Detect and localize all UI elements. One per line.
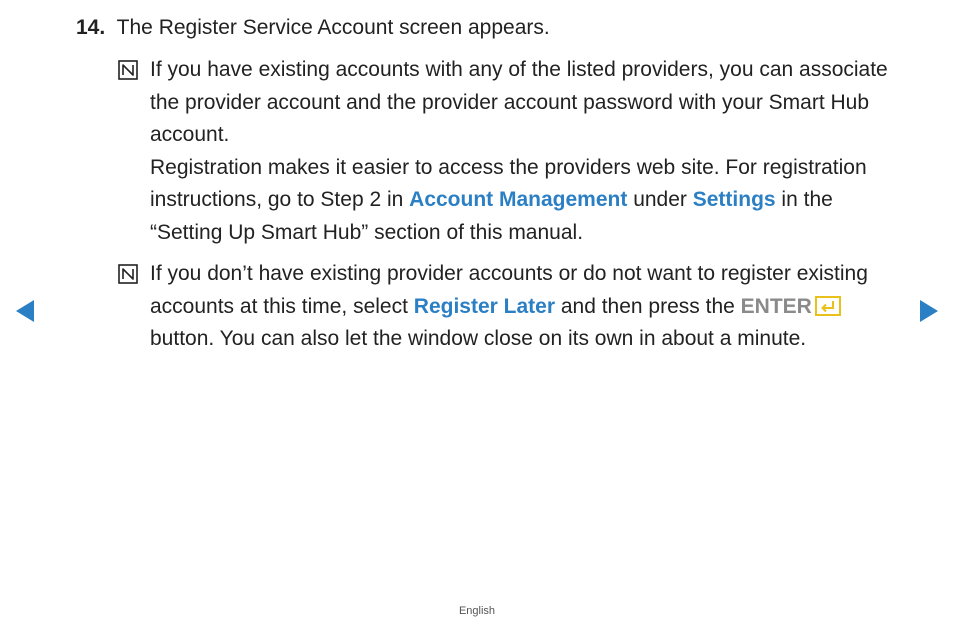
note-block-1 <box>118 54 898 249</box>
note-icon <box>118 60 138 80</box>
note-block-2 <box>118 258 898 356</box>
footer-language: English <box>458 605 496 617</box>
step-number: 14. <box>76 16 106 39</box>
note-2-text-middle: and then press the <box>555 294 741 318</box>
note-1-text-middle: under <box>627 188 693 211</box>
note-2-paragraph <box>150 258 898 356</box>
next-page-arrow-icon[interactable] <box>919 299 939 323</box>
enter-key-icon <box>815 296 841 316</box>
note-1-text-suffix: in the “Setting Up Smart Hub” section of this manual. <box>150 188 833 244</box>
note-icon <box>118 264 138 284</box>
note-2-text-suffix: button. You can also let the window close on its own in about a minute. <box>150 327 807 350</box>
account-management-link[interactable]: Account Management <box>409 188 628 211</box>
note-1-paragraph-1: If you have existing accounts with any of the listed providers, you can associate the provider account and the provider account password with your Smart Hub account. <box>150 58 888 146</box>
note-1-paragraph-2 <box>150 152 898 250</box>
enter-button-label: ENTER <box>740 294 812 318</box>
settings-link[interactable]: Settings <box>692 188 776 211</box>
register-later-link[interactable]: Register Later <box>413 294 556 318</box>
previous-page-arrow-icon[interactable] <box>15 299 35 323</box>
step-heading <box>76 14 550 42</box>
note-2-text-prefix: If you don’t have existing provider accounts or do not want to register existing accounts at this time, select <box>150 262 868 318</box>
step-text: The Register Service Account screen appears. <box>116 16 550 39</box>
note-1-text-prefix: Registration makes it easier to access the providers web site. For registration instructions, go to Step 2 in <box>150 155 867 211</box>
